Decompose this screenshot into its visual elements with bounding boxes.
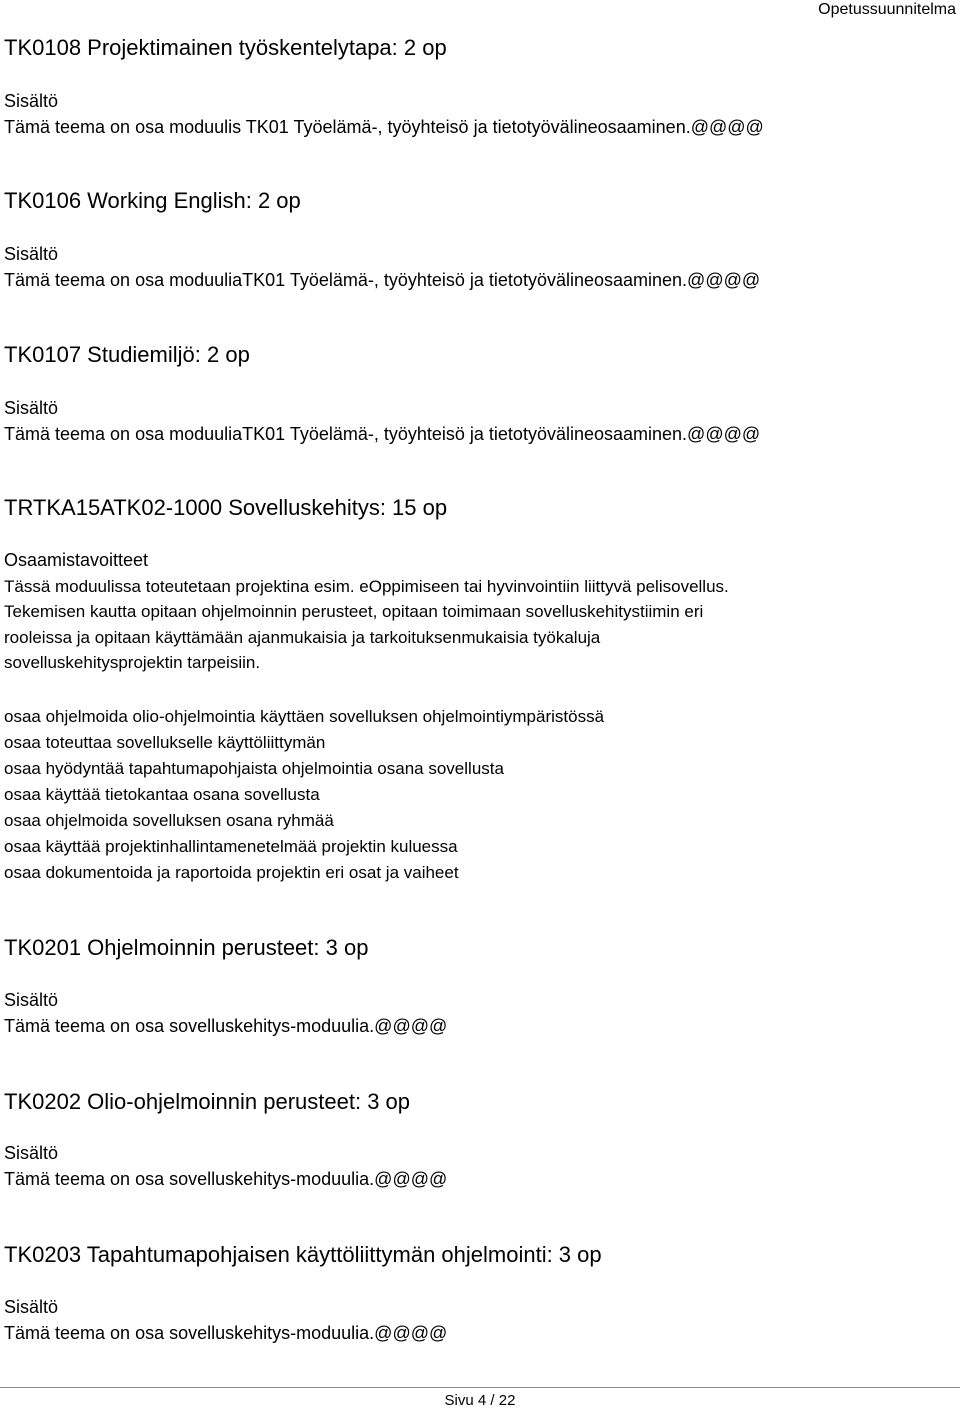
goal-item: osaa dokumentoida ja raportoida projektin eri osat ja vaiheet bbox=[4, 863, 459, 882]
goal-item: osaa käyttää projektinhallintamenetelmää projektin kuluessa bbox=[4, 837, 458, 856]
module-paragraph-line: rooleissa ja opitaan käyttämään ajanmukaisia ja tarkoituksenmukaisia työkaluja bbox=[4, 628, 601, 647]
section-label: Sisältö bbox=[4, 91, 59, 111]
module-title: TRTKA15ATK02-1000 Sovelluskehitys: 15 op bbox=[4, 495, 448, 520]
goal-item: osaa ohjelmoida olio-ohjelmointia käyttäen sovelluksen ohjelmointiympäristössä bbox=[4, 707, 605, 726]
section-text: Tämä teema on osa moduulis TK01 Työelämä-, työyhteisö ja tietotyövälineosaaminen.@@@@ bbox=[4, 117, 764, 137]
module-paragraph-line: Tekemisen kautta opitaan ohjelmoinnin perusteet, opitaan toimimaan sovelluskehitystiimin eri bbox=[4, 602, 704, 621]
section-title: TK0108 Projektimainen työskentelytapa: 2 op bbox=[4, 35, 447, 60]
document-type-header: Opetussuunnitelma bbox=[818, 1, 956, 18]
goal-item: osaa käyttää tietokantaa osana sovellusta bbox=[4, 785, 320, 804]
section-title: TK0106 Working English: 2 op bbox=[4, 188, 301, 213]
section-title: TK0203 Tapahtumapohjaisen käyttöliittymän ohjelmointi: 3 op bbox=[4, 1242, 602, 1267]
section-title: TK0202 Olio-ohjelmoinnin perusteet: 3 op bbox=[4, 1089, 411, 1114]
section-label: Sisältö bbox=[4, 244, 59, 264]
section-text: Tämä teema on osa sovelluskehitys-moduulia.@@@@ bbox=[4, 1323, 448, 1343]
section-title: TK0107 Studiemiljö: 2 op bbox=[4, 342, 250, 367]
section-title: TK0201 Ohjelmoinnin perusteet: 3 op bbox=[4, 935, 369, 960]
section-text: Tämä teema on osa moduuliaTK01 Työelämä-, työyhteisö ja tietotyövälineosaaminen.@@@@ bbox=[4, 424, 761, 444]
module-label: Osaamistavoitteet bbox=[4, 550, 149, 570]
section-label: Sisältö bbox=[4, 1297, 59, 1317]
section-label: Sisältö bbox=[4, 990, 59, 1010]
goal-item: osaa toteuttaa sovellukselle käyttöliittymän bbox=[4, 733, 326, 752]
section-text: Tämä teema on osa sovelluskehitys-moduulia.@@@@ bbox=[4, 1016, 448, 1036]
section-label: Sisältö bbox=[4, 1143, 59, 1163]
module-paragraph-line: sovelluskehitysprojektin tarpeisiin. bbox=[4, 653, 261, 672]
goal-item: osaa hyödyntää tapahtumapohjaista ohjelmointia osana sovellusta bbox=[4, 759, 504, 778]
section-text: Tämä teema on osa sovelluskehitys-moduulia.@@@@ bbox=[4, 1169, 448, 1189]
page-number: Sivu 4 / 22 bbox=[444, 1392, 516, 1409]
module-paragraph-line: Tässä moduulissa toteutetaan projektina esim. eOppimiseen tai hyvinvointiin liittyvä pelisovellus. bbox=[4, 577, 729, 596]
section-text: Tämä teema on osa moduuliaTK01 Työelämä-, työyhteisö ja tietotyövälineosaaminen.@@@@ bbox=[4, 270, 761, 290]
section-label: Sisältö bbox=[4, 398, 59, 418]
goal-item: osaa ohjelmoida sovelluksen osana ryhmää bbox=[4, 811, 334, 830]
footer-divider bbox=[0, 1387, 960, 1388]
